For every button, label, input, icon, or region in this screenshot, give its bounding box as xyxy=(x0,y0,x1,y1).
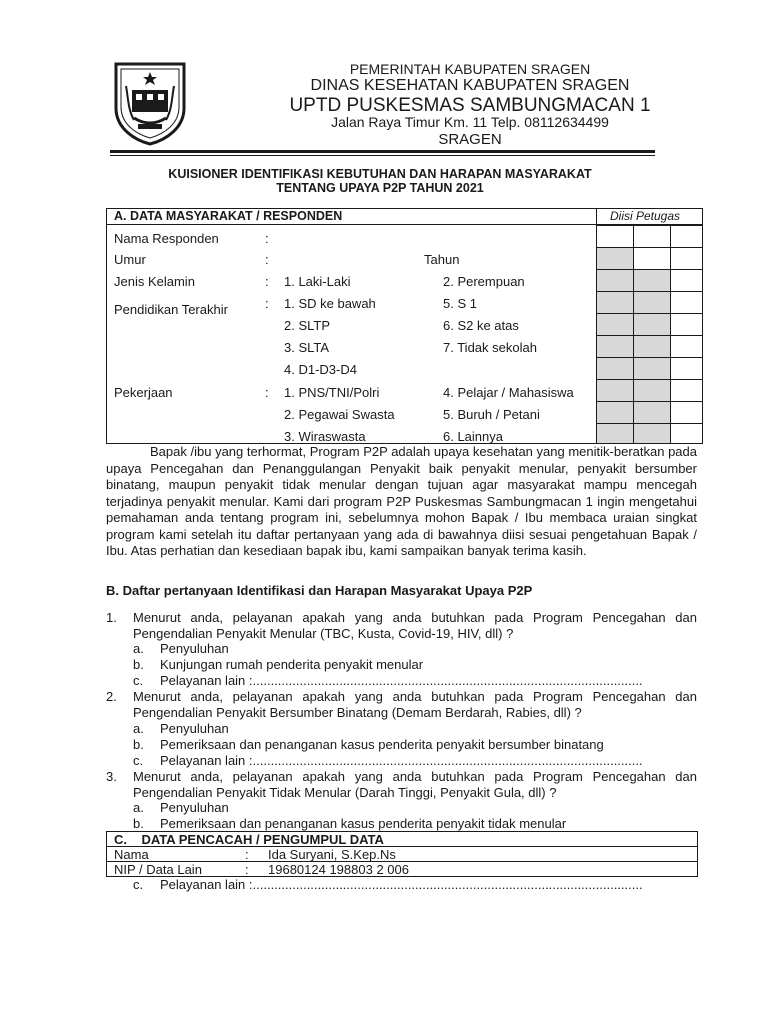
pd-option[interactable]: 1. SD ke bawah xyxy=(284,296,376,311)
code-cell[interactable] xyxy=(596,269,634,292)
pd-option[interactable]: 4. D1-D3-D4 xyxy=(284,362,357,377)
regency-emblem-icon xyxy=(110,60,190,146)
code-cell[interactable] xyxy=(633,225,671,248)
code-cell[interactable] xyxy=(596,379,634,402)
code-cell[interactable] xyxy=(670,335,703,358)
header-divider-thick xyxy=(110,150,655,153)
pencacah-nip-label: NIP / Data Lain xyxy=(114,862,202,877)
option-key: a. xyxy=(133,641,144,656)
question-number: 2. xyxy=(106,689,117,704)
diisi-petugas-label: Diisi Petugas xyxy=(610,209,681,223)
jk-option[interactable]: 2. Perempuan xyxy=(443,274,525,289)
option-key: b. xyxy=(133,816,144,831)
colon: : xyxy=(245,847,249,862)
code-cell[interactable] xyxy=(670,423,703,444)
pencacah-nip-value: 19680124 198803 2 006 xyxy=(268,862,409,877)
nama-responden-label: Nama Responden xyxy=(114,231,219,246)
gov-name: PEMERINTAH KABUPATEN SRAGEN xyxy=(349,61,591,77)
pk-option[interactable]: 5. Buruh / Petani xyxy=(443,407,540,422)
code-cell[interactable] xyxy=(633,247,671,270)
code-cell[interactable] xyxy=(633,291,671,314)
section-a-heading: A. DATA MASYARAKAT / RESPONDEN xyxy=(114,209,343,223)
colon: : xyxy=(245,862,249,877)
address: Jalan Raya Timur Km. 11 Telp. 08112634499 xyxy=(331,114,609,130)
pk-option[interactable]: 2. Pegawai Swasta xyxy=(284,407,395,422)
city: SRAGEN xyxy=(438,131,502,148)
answer-option-other[interactable]: Pelayanan lain :............................................................................................................ xyxy=(160,673,643,688)
question-text: Menurut anda, pelayanan apakah yang anda butuhkan pada Program Pencegahan dan Pengendalian Penyakit Bersumber Binatang (Demam Berdarah, Rabies, dll) ? xyxy=(133,689,697,720)
question-number: 1. xyxy=(106,610,117,625)
code-cell[interactable] xyxy=(596,401,634,424)
section-c-heading: C. DATA PENCACAH / PENGUMPUL DATA xyxy=(114,832,384,847)
answer-option[interactable]: Kunjungan rumah penderita penyakit menular xyxy=(160,657,424,672)
code-cell[interactable] xyxy=(596,247,634,270)
code-cell[interactable] xyxy=(633,379,671,402)
question-text: Menurut anda, pelayanan apakah yang anda butuhkan pada Program Pencegahan dan Pengendalian Penyakit Menular (TBC, Kusta, Covid-19, HIV, dll) ? xyxy=(133,610,697,641)
pencacah-nama-value: Ida Suryani, S.Kep.Ns xyxy=(268,847,396,862)
answer-option[interactable]: Pemeriksaan dan penanganan kasus penderita penyakit bersumber binatang xyxy=(160,737,604,752)
tahun-label: Tahun xyxy=(424,252,460,267)
colon: : xyxy=(265,231,269,246)
question-text: Menurut anda, pelayanan apakah yang anda butuhkan pada Program Pencegahan dan Pengendalian Penyakit Tidak Menular (Darah Tinggi, Penyakit Gula, dll) ? xyxy=(133,769,697,800)
intro-text: Bapak /ibu yang terhormat, Program P2P adalah upaya kesehatan yang menitik-beratkan pada upaya Pencegahan dan Penanggulangan Penyakit baik penyakit menular, penyakit bersumber binatang, maupun penyakit tidak menular dengan tujuan agar masyarakat mampu mencegah terjadinya penyakit menular. Kami dari program P2P Puskesmas Sambungmacan 1 ingin mengetahui pemahaman anda tentang program ini, sebelumnya mohon Bapak / Ibu membaca uraian singkat program kami setelah itu daftar pertanyaan yang ada di bawahnya diisi sesuai pengetahuan Bapak / Ibu. Atas perhatian dan kesediaan bapak ibu, kami sampaikan banyak terima kasih. xyxy=(106,444,697,558)
option-key: c. xyxy=(133,877,144,892)
code-cell[interactable] xyxy=(670,291,703,314)
code-cell[interactable] xyxy=(670,269,703,292)
code-cell[interactable] xyxy=(633,357,671,380)
pendidikan-label: Pendidikan Terakhir xyxy=(114,302,228,317)
answer-option-other[interactable]: Pelayanan lain :............................................................................................................ xyxy=(160,877,643,892)
document-title-line2: TENTANG UPAYA P2P TAHUN 2021 xyxy=(276,181,484,195)
code-cell[interactable] xyxy=(596,423,634,444)
pk-option[interactable]: 6. Lainnya xyxy=(443,429,503,444)
code-cell[interactable] xyxy=(596,335,634,358)
jk-option[interactable]: 1. Laki-Laki xyxy=(284,274,351,289)
option-key: a. xyxy=(133,721,144,736)
jenis-kelamin-label: Jenis Kelamin xyxy=(114,274,195,289)
answer-option[interactable]: Penyuluhan xyxy=(160,721,229,736)
option-key: b. xyxy=(133,657,144,672)
code-cell[interactable] xyxy=(670,357,703,380)
code-cell[interactable] xyxy=(670,379,703,402)
pd-option[interactable]: 3. SLTA xyxy=(284,340,330,355)
umur-label: Umur xyxy=(114,252,146,267)
code-cell[interactable] xyxy=(596,225,634,248)
code-cell[interactable] xyxy=(633,313,671,336)
code-cell[interactable] xyxy=(633,335,671,358)
question-number: 3. xyxy=(106,769,117,784)
code-cell[interactable] xyxy=(596,313,634,336)
option-key: b. xyxy=(133,737,144,752)
code-cell[interactable] xyxy=(596,357,634,380)
code-cell[interactable] xyxy=(670,247,703,270)
pd-option[interactable]: 5. S 1 xyxy=(443,296,477,311)
option-key: c. xyxy=(133,753,144,768)
colon: : xyxy=(265,385,269,400)
code-cell[interactable] xyxy=(633,423,671,444)
code-cell[interactable] xyxy=(670,225,703,248)
option-key: c. xyxy=(133,673,144,688)
pk-option[interactable]: 3. Wiraswasta xyxy=(284,429,366,444)
section-b-heading: B. Daftar pertanyaan Identifikasi dan Harapan Masyarakat Upaya P2P xyxy=(106,583,533,598)
code-cell[interactable] xyxy=(670,313,703,336)
answer-option[interactable]: Pemeriksaan dan penanganan kasus penderita penyakit tidak menular xyxy=(160,816,567,831)
colon: : xyxy=(265,274,269,289)
pencacah-nama-label: Nama xyxy=(114,847,149,862)
colon: : xyxy=(265,296,269,311)
code-cell[interactable] xyxy=(633,401,671,424)
code-cell[interactable] xyxy=(596,291,634,314)
pd-option[interactable]: 7. Tidak sekolah xyxy=(443,340,537,355)
intro-paragraph xyxy=(106,444,697,560)
answer-option[interactable]: Penyuluhan xyxy=(160,641,229,656)
answer-option[interactable]: Penyuluhan xyxy=(160,800,229,815)
option-key: a. xyxy=(133,800,144,815)
agency-name: DINAS KESEHATAN KABUPATEN SRAGEN xyxy=(310,77,630,94)
answer-option-other[interactable]: Pelayanan lain :............................................................................................................ xyxy=(160,753,643,768)
pd-option[interactable]: 2. SLTP xyxy=(284,318,331,333)
code-cell[interactable] xyxy=(670,401,703,424)
colon: : xyxy=(265,252,269,267)
pd-option[interactable]: 6. S2 ke atas xyxy=(443,318,519,333)
pk-option[interactable]: 1. PNS/TNI/Polri xyxy=(284,385,380,400)
pekerjaan-label: Pekerjaan xyxy=(114,385,173,400)
institution-name: UPTD PUSKESMAS SAMBUNGMACAN 1 xyxy=(289,95,651,116)
code-cell[interactable] xyxy=(633,269,671,292)
header-divider-thin xyxy=(110,155,655,156)
document-title-line1: KUISIONER IDENTIFIKASI KEBUTUHAN DAN HARAPAN MASYARAKAT xyxy=(168,167,592,181)
pk-option[interactable]: 4. Pelajar / Mahasiswa xyxy=(443,385,574,400)
